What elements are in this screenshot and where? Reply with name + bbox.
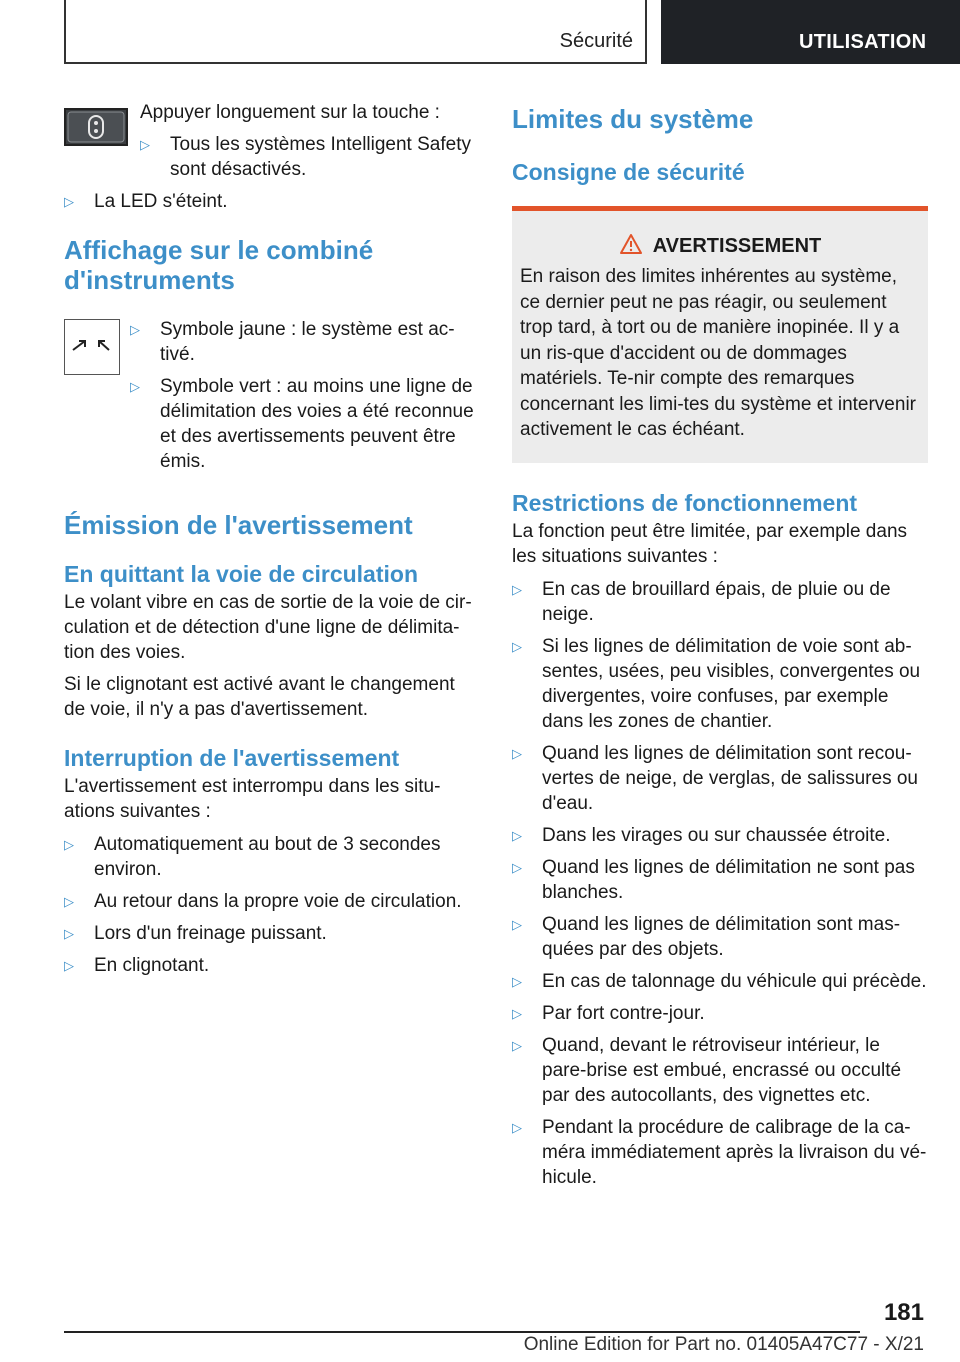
warning-title: AVERTISSEMENT — [652, 235, 822, 257]
triangle-bullet-icon: ▷ — [64, 837, 74, 852]
list-item: ▷ Automatiquement au bout de 3 secondes environ. — [64, 834, 441, 880]
warning-box — [512, 206, 928, 463]
press-instruction: Appuyer longuement sur la touche : — [140, 102, 440, 123]
emission-heading: Émission de l'avertissement — [64, 510, 413, 540]
restrictions-list — [512, 577, 928, 1190]
triangle-bullet-icon: ▷ — [64, 894, 74, 909]
page-number: 181 — [883, 1299, 924, 1326]
list-item: ▷ Symbole vert : au moins une ligne de délimitation des voies a été reconnue et des avertissements peuvent être émis. — [130, 376, 474, 472]
triangle-bullet-icon: ▷ — [512, 916, 522, 932]
list-item: ▷ Quand les lignes de délimitation sont mas-quées par des objets. — [512, 913, 901, 960]
triangle-bullet-icon: ▷ — [64, 958, 74, 973]
triangle-bullet-icon: ▷ — [512, 1037, 522, 1053]
triangle-bullet-icon: ▷ — [512, 827, 522, 843]
list-item: ▷ Par fort contre-jour. — [512, 1002, 705, 1024]
header-section-box — [64, 0, 647, 64]
triangle-bullet-icon: ▷ — [512, 638, 522, 654]
list-item: ▷ En cas de talonnage du véhicule qui précède. — [512, 970, 927, 992]
interruption-heading: Interruption de l'avertissement — [64, 745, 400, 771]
safety-heading: Consigne de sécurité — [512, 159, 745, 185]
triangle-bullet-icon: ▷ — [512, 1005, 522, 1021]
list-item: ▷ Dans les virages ou sur chaussée étroite. — [512, 824, 891, 846]
warning-triangle-icon — [619, 233, 643, 255]
display-block — [64, 317, 478, 474]
warning-title-row — [520, 233, 920, 258]
header-section-title: Sécurité — [559, 30, 633, 52]
press-sub-list — [140, 132, 478, 182]
triangle-bullet-icon: ▷ — [512, 745, 522, 761]
footer-divider — [64, 1331, 860, 1333]
list-item: ▷ Symbole jaune : le système est ac-tivé. — [130, 319, 455, 365]
list-item: ▷ Au retour dans la propre voie de circulation. — [64, 891, 462, 912]
list-item: ▷ Pendant la procédure de calibrage de la ca-méra immédiatement après la livraison du vé-hicule. — [512, 1116, 927, 1188]
right-column — [512, 100, 928, 1197]
header-chapter-title: UTILISATION — [799, 31, 927, 53]
led-list — [64, 189, 478, 214]
triangle-bullet-icon: ▷ — [512, 581, 522, 597]
display-heading: Affichage sur le combiné d'instruments — [64, 235, 374, 295]
list-item: ▷ Si les lignes de délimitation de voie sont ab-sentes, usées, peu visibles, convergentes ou divergentes, voire confuses, par exemple dans les zones de chantier. — [512, 635, 921, 732]
left-column — [64, 100, 478, 985]
lane-departure-symbol-icon — [64, 319, 120, 375]
interruption-paragraph: L'avertissement est interrompu dans les situ-ations suivantes : — [64, 776, 441, 822]
list-item: ▷ En cas de brouillard épais, de pluie ou de neige. — [512, 578, 891, 625]
triangle-bullet-icon: ▷ — [140, 137, 150, 152]
triangle-bullet-icon: ▷ — [512, 973, 522, 989]
list-item: ▷ Quand les lignes de délimitation ne sont pas blanches. — [512, 856, 915, 903]
leaving-paragraph-1: Le volant vibre en cas de sortie de la voie de cir-culation et de détection d'une ligne de délimita-tion des voies. — [64, 592, 472, 663]
display-list — [130, 317, 478, 474]
list-item: ▷ Tous les systèmes Intelligent Safety sont désactivés. — [140, 134, 471, 180]
restrictions-intro: La fonction peut être limitée, par exemple dans les situations suivantes : — [512, 520, 908, 567]
list-item: ▷ En clignotant. — [64, 955, 210, 976]
leaving-heading: En quittant la voie de circulation — [64, 561, 418, 587]
leaving-paragraph-2: Si le clignotant est activé avant le changement de voie, il n'y a pas d'avertissement. — [64, 674, 455, 720]
warning-text: En raison des limites inhérentes au système, ce dernier peut ne pas réagir, ou seulement trop tard, à tort ou de manière inopinée. Il y a un ris-que d'accident ou de dommages matériels. Te-nir compte des remarques concernant les limi-tes du système et intervenir activement le cas échéant. — [520, 266, 916, 440]
list-item: ▷ Lors d'un freinage puissant. — [64, 923, 327, 944]
triangle-bullet-icon: ▷ — [130, 322, 140, 337]
triangle-bullet-icon: ▷ — [64, 926, 74, 941]
triangle-bullet-icon: ▷ — [512, 859, 522, 875]
triangle-bullet-icon: ▷ — [512, 1119, 522, 1135]
list-item: ▷ Quand les lignes de délimitation sont recou-vertes de neige, de verglas, de salissures ou d'eau. — [512, 742, 918, 814]
list-item: ▷ Quand, devant le rétroviseur intérieur, le pare-brise est embué, encrassé ou occulté par des autocollants, des vignettes etc. — [512, 1034, 902, 1106]
header-chapter-box — [661, 0, 960, 64]
interruption-list — [64, 832, 478, 978]
press-block — [64, 100, 478, 182]
triangle-bullet-icon: ▷ — [130, 379, 140, 394]
triangle-bullet-icon: ▷ — [64, 194, 74, 209]
limits-heading: Limites du système — [512, 104, 754, 134]
list-item: ▷ La LED s'éteint. — [64, 191, 228, 212]
restrictions-heading: Restrictions de fonctionnement — [512, 489, 858, 516]
footer-edition-text: Online Edition for Part no. 01405A47C77 - X/21 — [523, 1334, 924, 1355]
